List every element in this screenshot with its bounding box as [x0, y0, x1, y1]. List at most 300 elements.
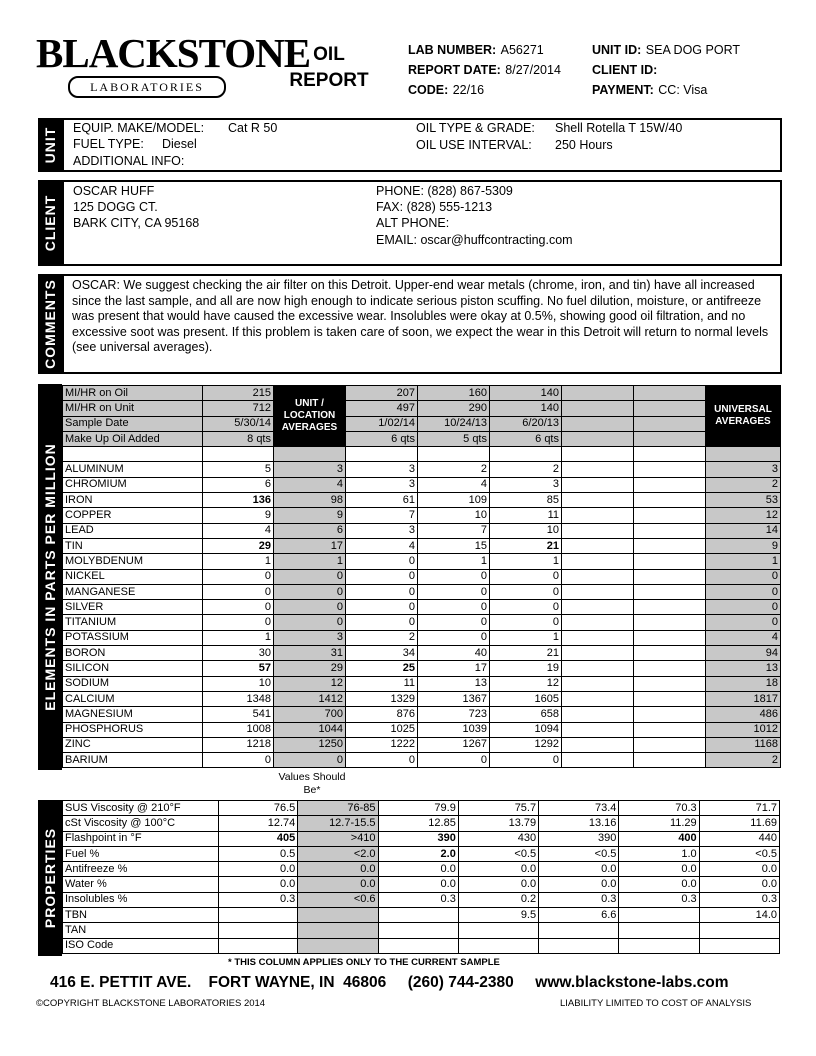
oil-type-label: OIL TYPE & GRADE: [416, 121, 535, 135]
history-value [562, 416, 634, 431]
unit-average: 3 [274, 462, 346, 477]
history-value [634, 737, 706, 752]
unit-average: 0 [274, 600, 346, 615]
report-date: 8/27/2014 [505, 63, 561, 77]
history-value: 390 [539, 831, 619, 846]
blank-cell [490, 447, 562, 462]
property-row [63, 892, 780, 907]
element-row [63, 462, 781, 477]
property-name: Fuel % [63, 846, 219, 861]
history-value: 3 [346, 462, 418, 477]
liability: LIABILITY LIMITED TO COST OF ANALYSIS [560, 998, 752, 1009]
element-name: MAGNESIUM [63, 707, 203, 722]
current-value: 0 [203, 569, 274, 584]
history-value: 0.0 [619, 877, 699, 892]
history-value: 160 [418, 386, 490, 401]
history-value: 1222 [346, 737, 418, 752]
properties-table [62, 800, 780, 954]
footer-address: 416 E. PETTIT AVE. FORT WAYNE, IN 46806 (260) 744-2380 www.blackstone-labs.com [50, 974, 729, 991]
history-value: 73.4 [539, 801, 619, 816]
history-value [634, 477, 706, 492]
history-value: 0 [346, 753, 418, 768]
blank-cell [346, 447, 418, 462]
blank-cell [63, 447, 203, 462]
current-value [219, 938, 298, 953]
property-name: TBN [63, 908, 219, 923]
blank-cell [634, 447, 706, 462]
universal-average: 12 [706, 508, 781, 523]
blank-cell [203, 447, 274, 462]
logo-main-text: BLACKSTONE [36, 30, 311, 76]
element-name: SODIUM [63, 676, 203, 691]
history-value [562, 615, 634, 630]
element-row [63, 646, 781, 661]
payment: CC: Visa [658, 83, 708, 97]
history-value: 7 [346, 508, 418, 523]
universal-average: 1168 [706, 737, 781, 752]
history-value: 0.3 [378, 892, 458, 907]
universal-average: 1817 [706, 691, 781, 706]
history-value [634, 691, 706, 706]
history-value: 0 [490, 615, 562, 630]
unit-average: 17 [274, 538, 346, 553]
history-value [562, 401, 634, 416]
history-value [634, 462, 706, 477]
current-value: 0.0 [219, 877, 298, 892]
lab-number: A56271 [500, 43, 544, 57]
history-value [378, 908, 458, 923]
should-be-value [298, 938, 378, 953]
element-name: NICKEL [63, 569, 203, 584]
unit-average: 0 [274, 569, 346, 584]
current-value [219, 908, 298, 923]
element-name: LEAD [63, 523, 203, 538]
should-be-value: 76-85 [298, 801, 378, 816]
history-value [634, 508, 706, 523]
history-value: 140 [490, 386, 562, 401]
history-value [562, 722, 634, 737]
history-value: 3 [346, 477, 418, 492]
unit-average: 1 [274, 554, 346, 569]
logo-sub-text: LABORATORIES [68, 76, 226, 98]
history-value: 25 [346, 661, 418, 676]
history-value: 0 [418, 630, 490, 645]
history-value: 2 [418, 462, 490, 477]
history-value: 109 [418, 493, 490, 508]
history-value: <0.5 [458, 846, 538, 861]
element-row [63, 477, 781, 492]
universal-average: 0 [706, 600, 781, 615]
history-value: 40 [418, 646, 490, 661]
current-value: 405 [219, 831, 298, 846]
element-name: SILICON [63, 661, 203, 676]
history-value: 0 [346, 600, 418, 615]
history-value: 1367 [418, 691, 490, 706]
history-value [562, 753, 634, 768]
history-value: 10 [418, 508, 490, 523]
element-name: CALCIUM [63, 691, 203, 706]
history-value: 6 qts [346, 431, 418, 446]
property-name: cSt Viscosity @ 100°C [63, 816, 219, 831]
history-value: 0 [490, 753, 562, 768]
history-value [562, 523, 634, 538]
element-name: COPPER [63, 508, 203, 523]
history-value [634, 661, 706, 676]
sample-info-label: Sample Date [63, 416, 203, 431]
current-value: 0 [203, 600, 274, 615]
history-value: 0 [418, 615, 490, 630]
history-value: 1.0 [619, 846, 699, 861]
universal-average: 4 [706, 630, 781, 645]
should-be-value: <2.0 [298, 846, 378, 861]
history-value [634, 707, 706, 722]
history-value: 0.3 [539, 892, 619, 907]
property-name: ISO Code [63, 938, 219, 953]
history-value: 0 [418, 584, 490, 599]
history-value: 0.0 [458, 877, 538, 892]
history-value [562, 676, 634, 691]
history-value [634, 416, 706, 431]
unit-average: 6 [274, 523, 346, 538]
interval-value: 250 Hours [555, 138, 613, 152]
unit-average: 4 [274, 477, 346, 492]
additional-info-label: ADDITIONAL INFO: [73, 154, 185, 168]
history-value [562, 554, 634, 569]
current-value: 541 [203, 707, 274, 722]
history-value [378, 938, 458, 953]
should-be-value [298, 908, 378, 923]
oil-type-value: Shell Rotella T 15W/40 [555, 121, 683, 135]
sample-info-row [63, 401, 781, 416]
current-value: 1 [203, 554, 274, 569]
history-value: 21 [490, 646, 562, 661]
current-value: 76.5 [219, 801, 298, 816]
history-value: 21 [490, 538, 562, 553]
history-value: 85 [490, 493, 562, 508]
element-row [63, 676, 781, 691]
unit-average: 1250 [274, 737, 346, 752]
history-value: 1/02/14 [346, 416, 418, 431]
universal-average: 1 [706, 554, 781, 569]
element-row [63, 600, 781, 615]
property-row [63, 908, 780, 923]
sample-info-label: MI/HR on Unit [63, 401, 203, 416]
unit-average: 29 [274, 661, 346, 676]
universal-average: 0 [706, 569, 781, 584]
universal-average: 94 [706, 646, 781, 661]
should-be-value: <0.6 [298, 892, 378, 907]
property-row [63, 923, 780, 938]
client-alt-phone: ALT PHONE: [376, 216, 450, 230]
unit-average: 0 [274, 615, 346, 630]
element-name: SILVER [63, 600, 203, 615]
should-be-value: 0.0 [298, 862, 378, 877]
history-value: 3 [490, 477, 562, 492]
history-value [634, 646, 706, 661]
sample-info-label: MI/HR on Oil [63, 386, 203, 401]
current-value: 29 [203, 538, 274, 553]
unit-average: 700 [274, 707, 346, 722]
universal-average: 1012 [706, 722, 781, 737]
element-row [63, 691, 781, 706]
element-row [63, 569, 781, 584]
unit-id: SEA DOG PORT [645, 43, 741, 57]
history-value [562, 386, 634, 401]
element-row [63, 737, 781, 752]
blackstone-logo [36, 30, 311, 108]
property-name: Flashpoint in °F [63, 831, 219, 846]
blank-cell [562, 447, 634, 462]
history-value: 1039 [418, 722, 490, 737]
history-value [562, 538, 634, 553]
element-name: MOLYBDENUM [63, 554, 203, 569]
unit-average: 31 [274, 646, 346, 661]
unit-average: 0 [274, 753, 346, 768]
history-value: 14.0 [699, 908, 779, 923]
client-email-row: EMAIL: oscar@huffcontracting.com [376, 233, 573, 247]
history-value: 7 [418, 523, 490, 538]
element-row [63, 554, 781, 569]
history-value: 2 [490, 462, 562, 477]
element-name: BORON [63, 646, 203, 661]
history-value: 0.0 [539, 862, 619, 877]
element-name: ALUMINUM [63, 462, 203, 477]
current-value: 4 [203, 523, 274, 538]
universal-average: 9 [706, 538, 781, 553]
equip-value: Cat R 50 [228, 121, 278, 135]
element-row [63, 584, 781, 599]
history-value [619, 908, 699, 923]
history-value: 2.0 [378, 846, 458, 861]
element-row [63, 722, 781, 737]
history-value: 876 [346, 707, 418, 722]
history-value [562, 569, 634, 584]
fuel-value: Diesel [162, 137, 197, 151]
blank-cell [706, 447, 781, 462]
universal-average: 486 [706, 707, 781, 722]
history-value: 34 [346, 646, 418, 661]
property-row [63, 801, 780, 816]
blank-cell [274, 447, 346, 462]
unit-average: 9 [274, 508, 346, 523]
element-row [63, 538, 781, 553]
history-value: 71.7 [699, 801, 779, 816]
code: 22/16 [452, 83, 485, 97]
history-value [634, 523, 706, 538]
history-value: 0 [346, 615, 418, 630]
client-email: oscar@huffcontracting.com [420, 233, 573, 247]
element-name: POTASSIUM [63, 630, 203, 645]
history-value: 400 [619, 831, 699, 846]
history-value [562, 630, 634, 645]
history-value: 15 [418, 538, 490, 553]
history-value [562, 737, 634, 752]
should-be-value: >410 [298, 831, 378, 846]
current-value: 0.0 [219, 862, 298, 877]
history-value: 430 [458, 831, 538, 846]
lab-info: LAB NUMBER: A56271 REPORT DATE: 8/27/2014 CODE: 22/16 [408, 43, 561, 97]
history-value: 0.0 [378, 877, 458, 892]
current-value: 0.5 [219, 846, 298, 861]
history-value: 11 [490, 508, 562, 523]
history-value [562, 646, 634, 661]
history-value: 658 [490, 707, 562, 722]
universal-average: 53 [706, 493, 781, 508]
sample-info-row [63, 431, 781, 446]
history-value [562, 493, 634, 508]
history-value: 1605 [490, 691, 562, 706]
history-value [634, 538, 706, 553]
history-value [634, 493, 706, 508]
history-value: 1 [490, 630, 562, 645]
universal-average: 2 [706, 753, 781, 768]
history-value: 4 [346, 538, 418, 553]
history-value [634, 431, 706, 446]
history-value: 9.5 [458, 908, 538, 923]
history-value [539, 938, 619, 953]
history-value: 1292 [490, 737, 562, 752]
history-value [634, 615, 706, 630]
history-value: 3 [346, 523, 418, 538]
values-should-be-label: Values Should Be* [278, 771, 346, 796]
unit-average: 0 [274, 584, 346, 599]
current-value: 712 [203, 401, 274, 416]
history-value [634, 584, 706, 599]
history-value: 207 [346, 386, 418, 401]
property-row [63, 938, 780, 953]
unit-average: 12 [274, 676, 346, 691]
history-value: <0.5 [539, 846, 619, 861]
history-value: 6 qts [490, 431, 562, 446]
property-row [63, 846, 780, 861]
history-value [634, 753, 706, 768]
history-value: 12 [490, 676, 562, 691]
history-value: 13.79 [458, 816, 538, 831]
properties-tab: PROPERTIES [38, 800, 62, 956]
universal-average: 3 [706, 462, 781, 477]
element-row [63, 630, 781, 645]
element-row [63, 508, 781, 523]
fuel-label: FUEL TYPE: [73, 137, 144, 151]
comments-text: OSCAR: We suggest checking the air filter on this Detroit. Upper-end wear metals (chrome, iron, and tin) have all increased since the last sample, and all are now high enough to indicate serious piston scuffing. No fuel dilution, moisture, or antifreeze was present that would have caused the excessive wear. Insolubles were okay at 0.5%, showing good oil filtration, and no excessive soot was present. If this problem is taken care of soon, we expect the wear in this Detroit will return to normal levels (see universal averages). [72, 278, 769, 354]
separator-row [63, 447, 781, 462]
history-value [458, 923, 538, 938]
history-value: 13 [418, 676, 490, 691]
property-name: SUS Viscosity @ 210°F [63, 801, 219, 816]
history-value: 0 [490, 600, 562, 615]
history-value: 0 [490, 569, 562, 584]
client-name: OSCAR HUFF [73, 184, 155, 198]
element-name: TITANIUM [63, 615, 203, 630]
history-value [634, 722, 706, 737]
property-row [63, 877, 780, 892]
client-phone: PHONE: (828) 867-5309 [376, 184, 513, 198]
current-value: 1218 [203, 737, 274, 752]
history-value: 0 [346, 569, 418, 584]
history-value [562, 600, 634, 615]
history-value [634, 630, 706, 645]
history-value: 75.7 [458, 801, 538, 816]
current-value: 8 qts [203, 431, 274, 446]
client-street: 125 DOGG CT. [73, 200, 158, 214]
current-value: 5/30/14 [203, 416, 274, 431]
elements-table [62, 385, 781, 768]
sample-info-row [63, 416, 781, 431]
history-value: 290 [418, 401, 490, 416]
history-value [634, 401, 706, 416]
history-value: 1094 [490, 722, 562, 737]
element-row [63, 661, 781, 676]
should-be-value [298, 923, 378, 938]
element-row [63, 615, 781, 630]
history-value: 0 [418, 753, 490, 768]
element-row [63, 523, 781, 538]
history-value: 4 [418, 477, 490, 492]
current-value: 6 [203, 477, 274, 492]
unit-info: UNIT ID: SEA DOG PORT CLIENT ID: PAYMENT: CC: Visa [592, 43, 741, 97]
history-value: 11 [346, 676, 418, 691]
history-value: 497 [346, 401, 418, 416]
history-value: 0.3 [699, 892, 779, 907]
unit-averages-header: UNIT / LOCATION AVERAGES [274, 386, 346, 447]
sample-info-label: Make Up Oil Added [63, 431, 203, 446]
element-name: CHROMIUM [63, 477, 203, 492]
history-value: 0.0 [378, 862, 458, 877]
history-value: 17 [418, 661, 490, 676]
history-value: 2 [346, 630, 418, 645]
equip-label: EQUIP. MAKE/MODEL: [73, 121, 205, 135]
report-title: OIL REPORT [289, 44, 369, 91]
history-value: 5 qts [418, 431, 490, 446]
history-value: 0.0 [539, 877, 619, 892]
history-value: 1025 [346, 722, 418, 737]
current-value: 10 [203, 676, 274, 691]
universal-average: 18 [706, 676, 781, 691]
current-value: 0 [203, 584, 274, 599]
history-value: 390 [378, 831, 458, 846]
history-value [562, 477, 634, 492]
history-value: 10/24/13 [418, 416, 490, 431]
history-value: 19 [490, 661, 562, 676]
universal-average: 13 [706, 661, 781, 676]
history-value: 0 [346, 584, 418, 599]
client-city: BARK CITY, CA 95168 [73, 216, 200, 230]
history-value: 0.0 [699, 862, 779, 877]
property-row [63, 831, 780, 846]
element-name: MANGANESE [63, 584, 203, 599]
element-name: ZINC [63, 737, 203, 752]
current-value: 0.3 [219, 892, 298, 907]
history-value: 0 [490, 584, 562, 599]
element-name: TIN [63, 538, 203, 553]
history-value: 6/20/13 [490, 416, 562, 431]
history-value: 11.69 [699, 816, 779, 831]
unit-average: 1044 [274, 722, 346, 737]
history-value [378, 923, 458, 938]
current-value: 136 [203, 493, 274, 508]
element-row [63, 707, 781, 722]
history-value: 70.3 [619, 801, 699, 816]
universal-average: 2 [706, 477, 781, 492]
history-value: 79.9 [378, 801, 458, 816]
elements-tab: ELEMENTS IN PARTS PER MILLION [38, 384, 62, 770]
history-value: 13.16 [539, 816, 619, 831]
element-row [63, 493, 781, 508]
history-value [458, 938, 538, 953]
should-be-value: 0.0 [298, 877, 378, 892]
history-value: 1 [490, 554, 562, 569]
current-value: 215 [203, 386, 274, 401]
